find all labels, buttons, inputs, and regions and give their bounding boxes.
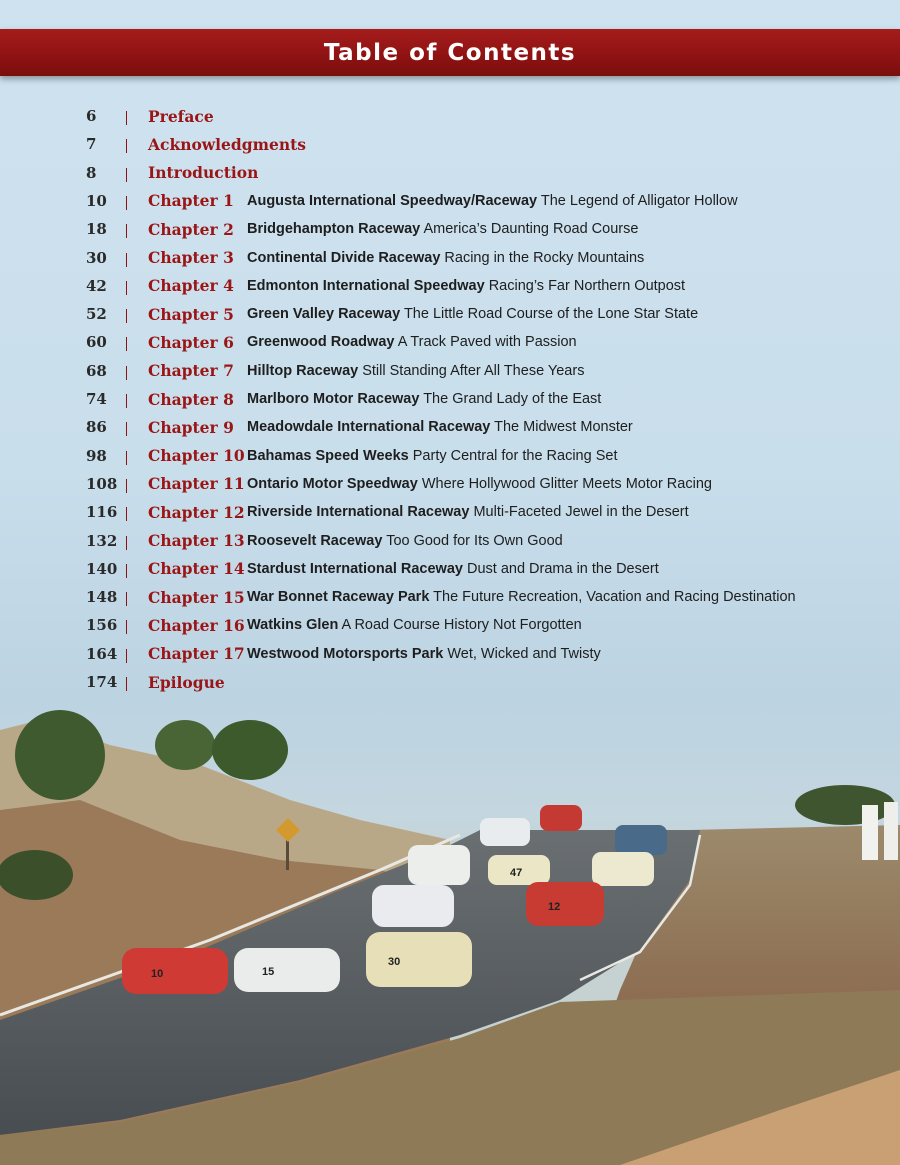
track-subtitle: Racing in the Rocky Mountains [444, 249, 645, 266]
separator-bar [126, 281, 133, 295]
page-number: 140 [86, 559, 118, 578]
track-subtitle: A Track Paved with Passion [397, 334, 577, 351]
entry-description [247, 419, 633, 435]
separator-bar [126, 592, 133, 606]
page-number: 74 [86, 390, 107, 408]
page-number: 98 [86, 446, 107, 465]
entry-label: Chapter 9 [148, 417, 234, 437]
separator-bar [126, 649, 133, 663]
entry-description [247, 363, 584, 379]
track-subtitle: Where Hollywood Glitter Meets Motor Racing [421, 475, 712, 492]
page-number: 42 [86, 276, 107, 295]
entry-description [247, 476, 712, 492]
entry-label: Chapter 3 [148, 248, 234, 267]
car-number: 12 [548, 901, 561, 913]
separator-bar [126, 111, 133, 125]
toc-entry[interactable] [0, 385, 900, 413]
toc-entry[interactable] [0, 611, 900, 639]
separator-bar [126, 620, 133, 634]
page-number: 30 [86, 248, 107, 267]
separator-bar [126, 394, 133, 408]
entry-label: Chapter 17 [148, 644, 245, 664]
toc-entry[interactable] [0, 187, 900, 215]
toc-entry[interactable] [0, 328, 900, 356]
entry-description [247, 561, 659, 577]
track-subtitle: Multi-Faceted Jewel in the Desert [473, 504, 689, 521]
race-car [366, 932, 472, 987]
race-car [408, 845, 470, 885]
toc-entry[interactable] [0, 300, 900, 328]
race-photo [0, 690, 900, 1165]
tree [795, 785, 895, 825]
page-number: 86 [86, 418, 107, 437]
bush [0, 850, 73, 900]
track-name: Continental Divide Raceway [247, 249, 441, 266]
car-number: 47 [510, 867, 523, 879]
spectator [862, 805, 878, 860]
toc-entry[interactable] [0, 442, 900, 470]
title-banner [0, 29, 900, 76]
entry-description [247, 504, 689, 520]
page-number: 8 [86, 163, 97, 182]
race-car [122, 948, 228, 994]
entry-label: Chapter 2 [148, 219, 234, 239]
track-name: Greenwood Roadway [247, 334, 395, 351]
separator-bar [126, 196, 133, 210]
page-number: 18 [86, 220, 107, 239]
race-car [592, 852, 654, 886]
track-subtitle: The Midwest Monster [494, 419, 633, 436]
separator-bar [126, 366, 133, 380]
entry-description [247, 448, 617, 464]
track-subtitle: Too Good for Its Own Good [386, 532, 563, 549]
page-number: 132 [86, 531, 118, 550]
track-subtitle: The Legend of Alligator Hollow [540, 192, 738, 209]
page-number: 156 [86, 616, 118, 635]
track-name: Hilltop Raceway [247, 362, 359, 379]
separator-bar [126, 337, 133, 351]
separator-bar [126, 507, 133, 521]
toc-entry[interactable] [0, 555, 900, 583]
track-subtitle: The Grand Lady of the East [423, 391, 602, 407]
track-subtitle: The Future Recreation, Vacation and Racing Destination [433, 589, 796, 606]
toc-entry[interactable] [0, 215, 900, 243]
entry-label: Chapter 16 [148, 615, 245, 635]
page-number: 148 [86, 588, 118, 607]
spectator [884, 802, 898, 860]
car-number: 15 [262, 966, 275, 978]
separator-bar [126, 422, 133, 436]
track-name: Roosevelt Raceway [247, 532, 383, 549]
race-car [234, 948, 340, 992]
entry-label: Chapter 13 [148, 531, 245, 550]
entry-label: Preface [148, 106, 214, 126]
race-car [526, 882, 604, 926]
toc-entry[interactable] [0, 527, 900, 555]
entry-label: Acknowledgments [148, 134, 306, 154]
toc-entry[interactable] [0, 357, 900, 385]
track-subtitle: Still Standing After All These Years [362, 362, 585, 379]
toc-entry[interactable] [0, 470, 900, 498]
entry-description [247, 306, 698, 322]
entry-description [247, 646, 601, 662]
toc-entry[interactable] [0, 244, 900, 272]
separator-bar [126, 253, 133, 267]
separator-bar [126, 564, 133, 578]
page-number: 52 [86, 305, 107, 324]
entry-description [247, 391, 601, 407]
page-number: 10 [86, 191, 107, 210]
track-subtitle: Racing’s Far Northern Outpost [488, 277, 686, 294]
entry-description [247, 589, 796, 605]
separator-bar [126, 139, 133, 153]
track-subtitle: The Little Road Course of the Lone Star State [403, 306, 699, 323]
track-name: Marlboro Motor Raceway [247, 391, 420, 407]
track-name: Stardust International Raceway [247, 560, 463, 577]
entry-description [247, 250, 644, 266]
entry-label: Introduction [148, 163, 259, 183]
entry-label: Chapter 5 [148, 304, 234, 324]
track-name: War Bonnet Raceway Park [247, 589, 430, 606]
toc-entry[interactable] [0, 130, 900, 158]
toc-entry[interactable] [0, 413, 900, 441]
entry-label: Chapter 8 [148, 389, 234, 409]
car-number: 30 [388, 956, 401, 968]
page-title: Table of Contents [323, 39, 577, 66]
track-name: Augusta International Speedway/Raceway [247, 192, 538, 209]
track-name: Ontario Motor Speedway [247, 475, 418, 492]
entry-label: Epilogue [148, 672, 225, 692]
track-subtitle: Wet, Wicked and Twisty [447, 645, 601, 662]
page-number: 174 [86, 673, 118, 691]
tree [155, 720, 215, 770]
entry-label: Chapter 6 [148, 332, 234, 352]
toc-entry[interactable] [0, 102, 900, 130]
entry-label: Chapter 1 [148, 191, 234, 211]
page-number: 116 [86, 503, 118, 522]
tree [15, 710, 105, 800]
entry-label: Chapter 10 [148, 446, 245, 466]
track-subtitle: Party Central for the Racing Set [412, 447, 618, 464]
entry-description [247, 617, 582, 633]
entry-label: Chapter 14 [148, 559, 245, 579]
entry-description [247, 533, 563, 549]
race-car [372, 885, 454, 927]
track-subtitle: Dust and Drama in the Desert [466, 560, 659, 577]
track-name: Bahamas Speed Weeks [247, 447, 409, 464]
track-subtitle: A Road Course History Not Forgotten [341, 617, 582, 634]
track-name: Meadowdale International Raceway [247, 419, 491, 436]
page-number: 108 [86, 474, 118, 493]
separator-bar [126, 168, 133, 182]
track-name: Riverside International Raceway [247, 504, 470, 521]
separator-bar [126, 224, 133, 238]
page-number: 68 [86, 361, 107, 380]
race-car [540, 805, 582, 831]
separator-bar [126, 677, 133, 691]
track-name: Watkins Glen [247, 617, 339, 634]
race-car [615, 825, 667, 855]
tree [212, 720, 288, 780]
page-number: 6 [86, 107, 97, 125]
page-number: 60 [86, 333, 107, 352]
track-name: Green Valley Raceway [247, 306, 401, 323]
toc-entry[interactable] [0, 583, 900, 611]
track-name: Edmonton International Speedway [247, 277, 485, 294]
entry-label: Chapter 15 [148, 587, 245, 607]
entry-label: Chapter 4 [148, 276, 234, 296]
toc-entry[interactable] [0, 498, 900, 526]
separator-bar [126, 451, 133, 465]
car-number: 10 [151, 968, 164, 980]
entry-description [247, 193, 738, 209]
track-name: Bridgehampton Raceway [247, 221, 421, 238]
page-number: 7 [86, 135, 97, 154]
entry-label: Chapter 7 [148, 361, 234, 381]
entry-description [247, 221, 638, 237]
track-subtitle: America’s Daunting Road Course [423, 221, 639, 238]
page-number: 164 [86, 644, 118, 663]
entry-description [247, 278, 685, 294]
toc-entry[interactable] [0, 640, 900, 668]
entry-description [247, 334, 577, 350]
entry-label: Chapter 11 [148, 474, 245, 494]
race-car [480, 818, 530, 846]
toc-entry[interactable] [0, 159, 900, 187]
entry-label: Chapter 12 [148, 502, 245, 522]
separator-bar [126, 479, 133, 493]
toc-entry[interactable] [0, 272, 900, 300]
separator-bar [126, 536, 133, 550]
separator-bar [126, 309, 133, 323]
track-name: Westwood Motorsports Park [247, 645, 444, 662]
